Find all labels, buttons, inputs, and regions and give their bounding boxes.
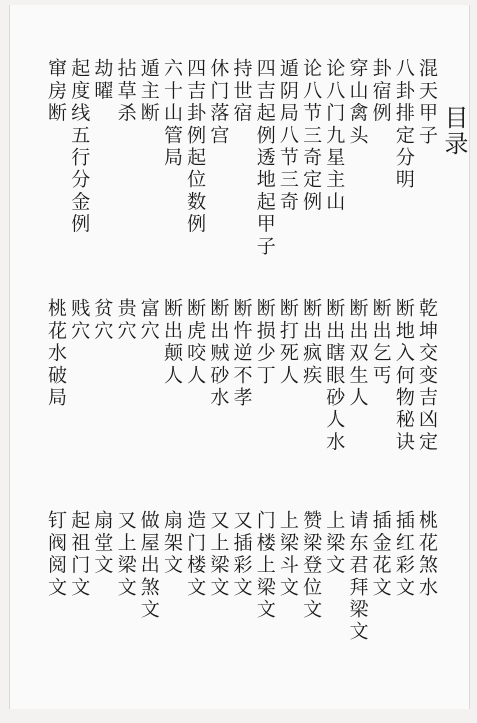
toc-entry: 贵穴 (114, 298, 137, 343)
toc-entry: 钉阀阅文 (45, 510, 67, 599)
toc-entry: 桃花煞水 (416, 510, 438, 599)
toc-entry: 乾坤交变吉凶定 (416, 298, 438, 454)
toc-entry: 断出乞丐 (369, 298, 392, 387)
contents-section-3 (18, 510, 438, 709)
toc-entry: 起祖门文 (68, 510, 91, 599)
toc-entry: 断出疯疾 (300, 298, 323, 387)
toc-entry: 卦宿例 (369, 58, 392, 125)
toc-entry: 断出双生人 (346, 298, 369, 409)
toc-entry: 断忤逆不孝 (230, 298, 253, 409)
toc-entry: 请东君拜梁文 (346, 510, 369, 644)
toc-entry: 又上梁文 (207, 510, 230, 599)
toc-entry: 遁阴局八节三奇 (276, 58, 299, 214)
toc-entry: 造门楼文 (184, 510, 207, 599)
toc-entry: 断打死人 (276, 298, 299, 387)
toc-entry: 四吉卦例起位数例 (184, 58, 207, 236)
toc-entry: 门楼上梁文 (253, 510, 276, 621)
toc-entry: 桃花水破局 (45, 298, 67, 409)
toc-entry: 四吉起例透地起甲子 (253, 58, 276, 258)
toc-entry: 富穴 (137, 298, 160, 343)
toc-entry: 扇架文 (160, 510, 183, 577)
toc-entry: 持世宿 (230, 58, 253, 125)
toc-entry: 断损少丁 (253, 298, 276, 387)
document-page (9, 5, 470, 709)
toc-entry: 八卦排定分明 (392, 58, 415, 192)
toc-entry: 扇堂文 (91, 510, 114, 577)
contents-section-2 (18, 298, 438, 528)
toc-entry: 休门落宫 (207, 58, 230, 147)
toc-entry: 遁主断 (137, 58, 160, 125)
table-of-contents-heading: 目录 (440, 105, 468, 157)
toc-entry: 又插彩文 (230, 510, 253, 599)
toc-entry: 断出颠人 (160, 298, 183, 387)
toc-entry: 论八节三奇定例 (300, 58, 323, 214)
toc-entry: 拈草杀 (114, 58, 137, 125)
toc-entry: 插金花文 (369, 510, 392, 599)
toc-entry: 赞梁登位文 (300, 510, 323, 621)
toc-entry: 论八门九星主山 (323, 58, 346, 214)
toc-entry: 劫曜 (91, 58, 114, 103)
toc-entry: 断地入何物秘诀 (392, 298, 415, 454)
toc-entry: 插红彩文 (392, 510, 415, 599)
toc-entry: 穿山禽头 (346, 58, 369, 147)
contents-section-1 (18, 58, 438, 288)
toc-entry: 混天甲子 (416, 58, 438, 147)
toc-entry: 上梁斗文 (276, 510, 299, 599)
toc-entry: 窜房断 (45, 58, 67, 125)
toc-entry: 贫穴 (91, 298, 114, 343)
toc-entry: 断出贼砂水 (207, 298, 230, 409)
toc-entry: 又上梁文 (114, 510, 137, 599)
toc-entry: 做屋出煞文 (137, 510, 160, 621)
toc-entry: 上梁文 (323, 510, 346, 577)
toc-entry: 断虎咬人 (184, 298, 207, 387)
toc-entry: 起度线五行分金例 (68, 58, 91, 236)
toc-entry: 六十山管局 (160, 58, 183, 169)
toc-entry: 贱穴 (68, 298, 91, 343)
toc-entry: 断出瞎眼砂人水 (323, 298, 346, 454)
